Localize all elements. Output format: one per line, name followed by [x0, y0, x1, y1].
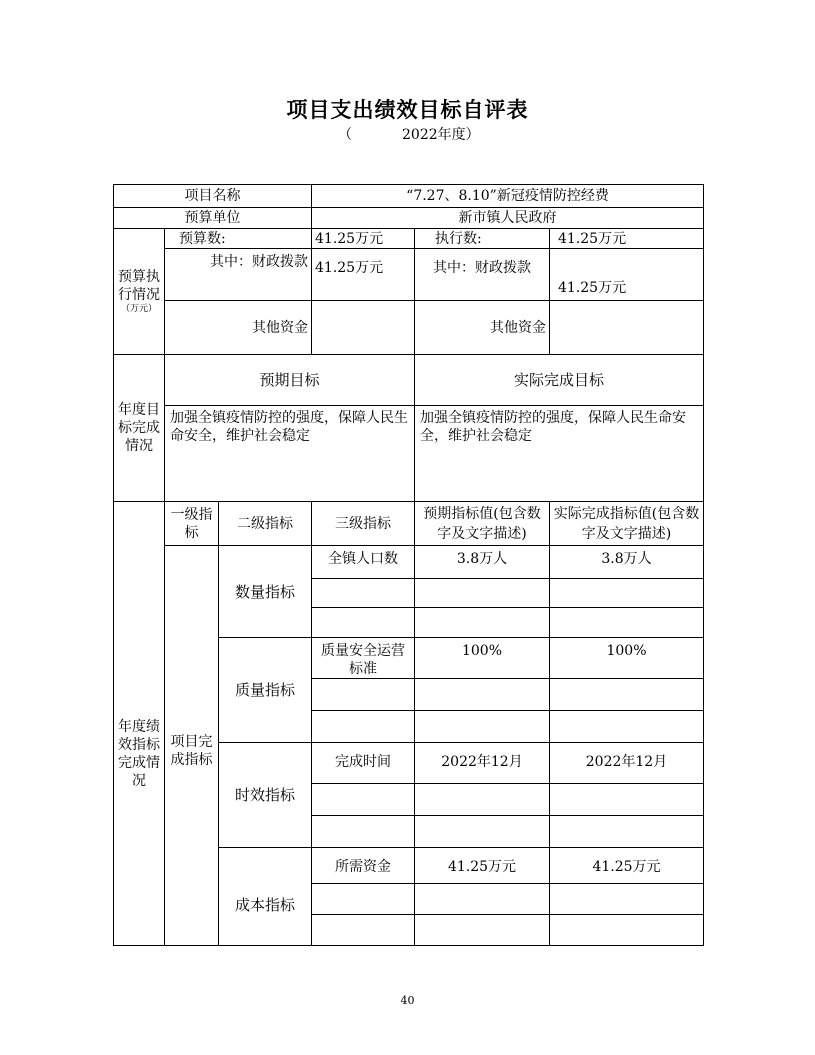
- indicator-name: [312, 711, 415, 743]
- subtitle-open-paren: （: [338, 127, 352, 143]
- indicator-name: [312, 915, 415, 946]
- indicator-name: 所需资金: [312, 848, 415, 884]
- indicator-expected: [415, 915, 550, 946]
- budget-unit-label: 预算单位: [114, 208, 312, 229]
- indicator-expected: 41.25万元: [415, 848, 550, 884]
- fiscal-budget-label: 其中：财政拨款: [165, 249, 312, 301]
- actual-value-header: 实际完成指标值(包含数字及文字描述): [550, 502, 704, 546]
- indicator-actual: [550, 884, 704, 915]
- indicator-name: [312, 816, 415, 848]
- indicator-actual: [550, 711, 704, 743]
- indicator-actual: [550, 579, 704, 608]
- indicator-group-cost: 成本指标: [219, 848, 312, 946]
- annual-goal-section-label: 年度目标完成情况: [114, 355, 165, 502]
- other-funds-exec-value: [550, 301, 704, 355]
- other-funds-budget-value: [312, 301, 415, 355]
- fiscal-exec-value: 41.25万元: [550, 249, 704, 301]
- performance-self-evaluation-table: [113, 184, 704, 946]
- indicator-expected: [415, 579, 550, 608]
- indicator-name: [312, 884, 415, 915]
- level3-header: 三级指标: [312, 502, 415, 546]
- indicator-actual: [550, 608, 704, 638]
- expected-goal-text: 加强全镇疫情防控的强度，保障人民生命安全，维护社会稳定: [165, 406, 415, 502]
- indicator-expected: [415, 884, 550, 915]
- other-funds-label: 其他资金: [165, 301, 312, 355]
- indicator-group-quantity: 数量指标: [219, 546, 312, 638]
- indicator-expected: [415, 679, 550, 711]
- exec-amount-value: 41.25万元: [550, 229, 704, 249]
- indicator-name: 质量安全运营标准: [312, 638, 415, 679]
- indicator-expected: [415, 784, 550, 816]
- document-title: 项目支出绩效目标自评表: [286, 98, 529, 122]
- budget-unit-value: 新市镇人民政府: [312, 208, 704, 229]
- indicator-actual: 3.8万人: [550, 546, 704, 579]
- indicator-expected: [415, 711, 550, 743]
- indicator-expected: [415, 816, 550, 848]
- exec-amount-label: 执行数:: [415, 229, 550, 249]
- page-number: 40: [400, 994, 415, 1007]
- indicator-expected: [415, 608, 550, 638]
- budget-amount-label: 预算数:: [165, 229, 312, 249]
- indicator-name: 全镇人口数: [312, 546, 415, 579]
- fiscal-exec-label: 其中：财政拨款: [415, 249, 550, 301]
- budget-exec-label-text: 预算执行情况: [118, 269, 160, 303]
- indicator-actual: [550, 816, 704, 848]
- indicator-name: [312, 784, 415, 816]
- level1-header: 一级指标: [165, 502, 219, 546]
- indicator-name: 完成时间: [312, 743, 415, 784]
- level1-value: 项目完成指标: [165, 546, 219, 946]
- indicator-group-timeliness: 时效指标: [219, 743, 312, 848]
- expected-value-header: 预期指标值(包含数字及文字描述): [415, 502, 550, 546]
- indicator-actual: [550, 915, 704, 946]
- indicator-actual: 100%: [550, 638, 704, 679]
- indicator-actual: 41.25万元: [550, 848, 704, 884]
- other-funds-exec-label: 其他资金: [415, 301, 550, 355]
- project-name-label: 项目名称: [114, 185, 312, 208]
- indicator-actual: [550, 784, 704, 816]
- performance-section-label: 年度绩效指标完成情况: [114, 502, 165, 946]
- subtitle-year: 2022年度）: [402, 127, 480, 143]
- actual-goal-header: 实际完成目标: [415, 355, 704, 406]
- level2-header: 二级指标: [219, 502, 312, 546]
- indicator-expected: 3.8万人: [415, 546, 550, 579]
- indicator-actual: [550, 679, 704, 711]
- project-name-value: “7.27、8.10”新冠疫情防控经费: [312, 185, 704, 208]
- budget-exec-section-label: [114, 229, 165, 355]
- indicator-name: [312, 608, 415, 638]
- fiscal-budget-value: 41.25万元: [312, 249, 415, 301]
- actual-goal-text: 加强全镇疫情防控的强度，保障人民生命安全，维护社会稳定: [415, 406, 704, 502]
- indicator-name: [312, 579, 415, 608]
- indicator-group-quality: 质量指标: [219, 638, 312, 743]
- indicator-actual: 2022年12月: [550, 743, 704, 784]
- indicator-expected: 2022年12月: [415, 743, 550, 784]
- budget-amount-value: 41.25万元: [312, 229, 415, 249]
- budget-exec-unit: （万元）: [120, 304, 157, 314]
- expected-goal-header: 预期目标: [165, 355, 415, 406]
- indicator-name: [312, 679, 415, 711]
- indicator-expected: 100%: [415, 638, 550, 679]
